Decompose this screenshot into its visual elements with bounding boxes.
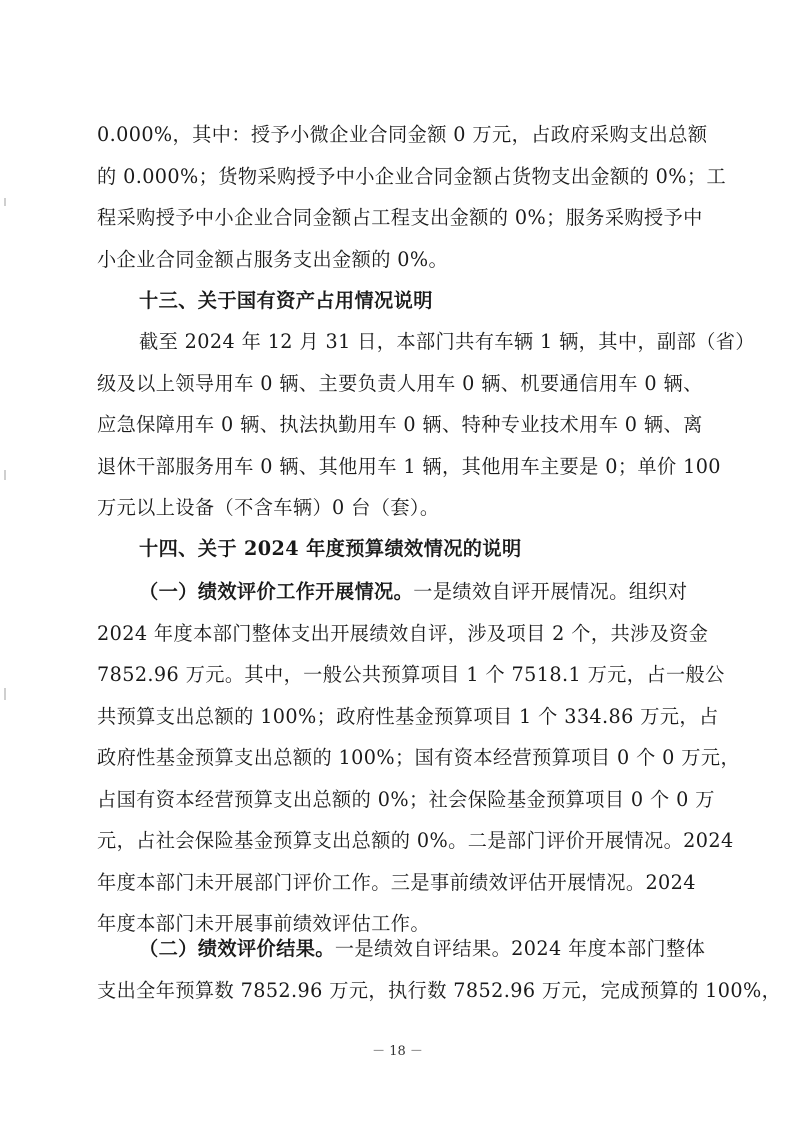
text-line: 的 0.000%；货物采购授予中小企业合同金额占货物支出金额的 0%；工 xyxy=(97,164,727,188)
section-heading: 十四、关于 2024 年度预算绩效情况的说明 xyxy=(139,537,522,560)
text-line xyxy=(97,571,709,613)
text-run: 一是绩效自评开展情况。组织对 xyxy=(413,580,688,603)
section-13 xyxy=(97,280,709,322)
text-line xyxy=(97,928,709,970)
scan-mark-left xyxy=(4,688,6,700)
page-number: － 18 － xyxy=(372,1044,423,1059)
text-line: 元，占社会保险基金预算支出总额的 0%。二是部门评价开展情况。2024 xyxy=(97,829,734,852)
paragraph-assets xyxy=(97,321,755,529)
section-heading: 十三、关于国有资产占用情况说明 xyxy=(139,289,433,312)
text-line: 截至 2024 年 12 月 31 日，本部门共有车辆 1 辆，其中，副部（省） xyxy=(139,330,755,353)
paragraph-performance-work xyxy=(97,571,741,945)
sub-heading: （一）绩效评价工作开展情况。 xyxy=(139,580,414,603)
text-line: 程采购授予中小企业合同金额占工程支出金额的 0%；服务采购授予中 xyxy=(97,206,703,229)
scan-mark-left xyxy=(4,198,6,206)
sub-heading: （二）绩效评价结果。 xyxy=(139,937,335,960)
text-line: 小企业合同金额占服务支出金额的 0%。 xyxy=(97,247,449,271)
text-line: 万元以上设备（不含车辆）0 台（套）。 xyxy=(97,496,440,519)
paragraph-procurement xyxy=(97,114,727,280)
text-line: 应急保障用车 0 辆、执法执勤用车 0 辆、特种专业技术用车 0 辆、离 xyxy=(97,413,703,436)
text-line: 级及以上领导用车 0 辆、主要负责人用车 0 辆、机要通信用车 0 辆、 xyxy=(97,371,703,395)
text-line: 7852.96 万元。其中，一般公共预算项目 1 个 7518.1 万元，占一般公 xyxy=(97,663,725,686)
text-line: 年度本部门未开展部门评价工作。三是事前绩效评估开展情况。2024 xyxy=(97,870,696,894)
text-line: 0.000%，其中：授予小微企业合同金额 0 万元，占政府采购支出总额 xyxy=(97,123,708,146)
text-run: 一是绩效自评结果。2024 年度本部门整体 xyxy=(334,937,706,960)
text-line: 占国有资本经营预算支出总额的 0%；社会保险基金预算项目 0 个 0 万 xyxy=(97,787,715,811)
scan-mark-left xyxy=(4,470,6,480)
text-line: 支出全年预算数 7852.96 万元，执行数 7852.96 万元，完成预算的 100%， xyxy=(97,978,782,1002)
paragraph-performance-result xyxy=(97,928,782,1011)
text-line: 退休干部服务用车 0 辆、其他用车 1 辆，其他用车主要是 0；单价 100 xyxy=(97,454,721,478)
text-line: 2024 年度本部门整体支出开展绩效自评，涉及项目 2 个，共涉及资金 xyxy=(97,621,709,645)
text-line: 共预算支出总额的 100%；政府性基金预算项目 1 个 334.86 万元，占 xyxy=(97,704,719,728)
text-line: 年度本部门未开展事前绩效评估工作。 xyxy=(97,912,430,935)
text-line: 政府性基金预算支出总额的 100%；国有资本经营预算项目 0 个 0 万元， xyxy=(97,746,741,769)
section-14 xyxy=(97,528,709,570)
